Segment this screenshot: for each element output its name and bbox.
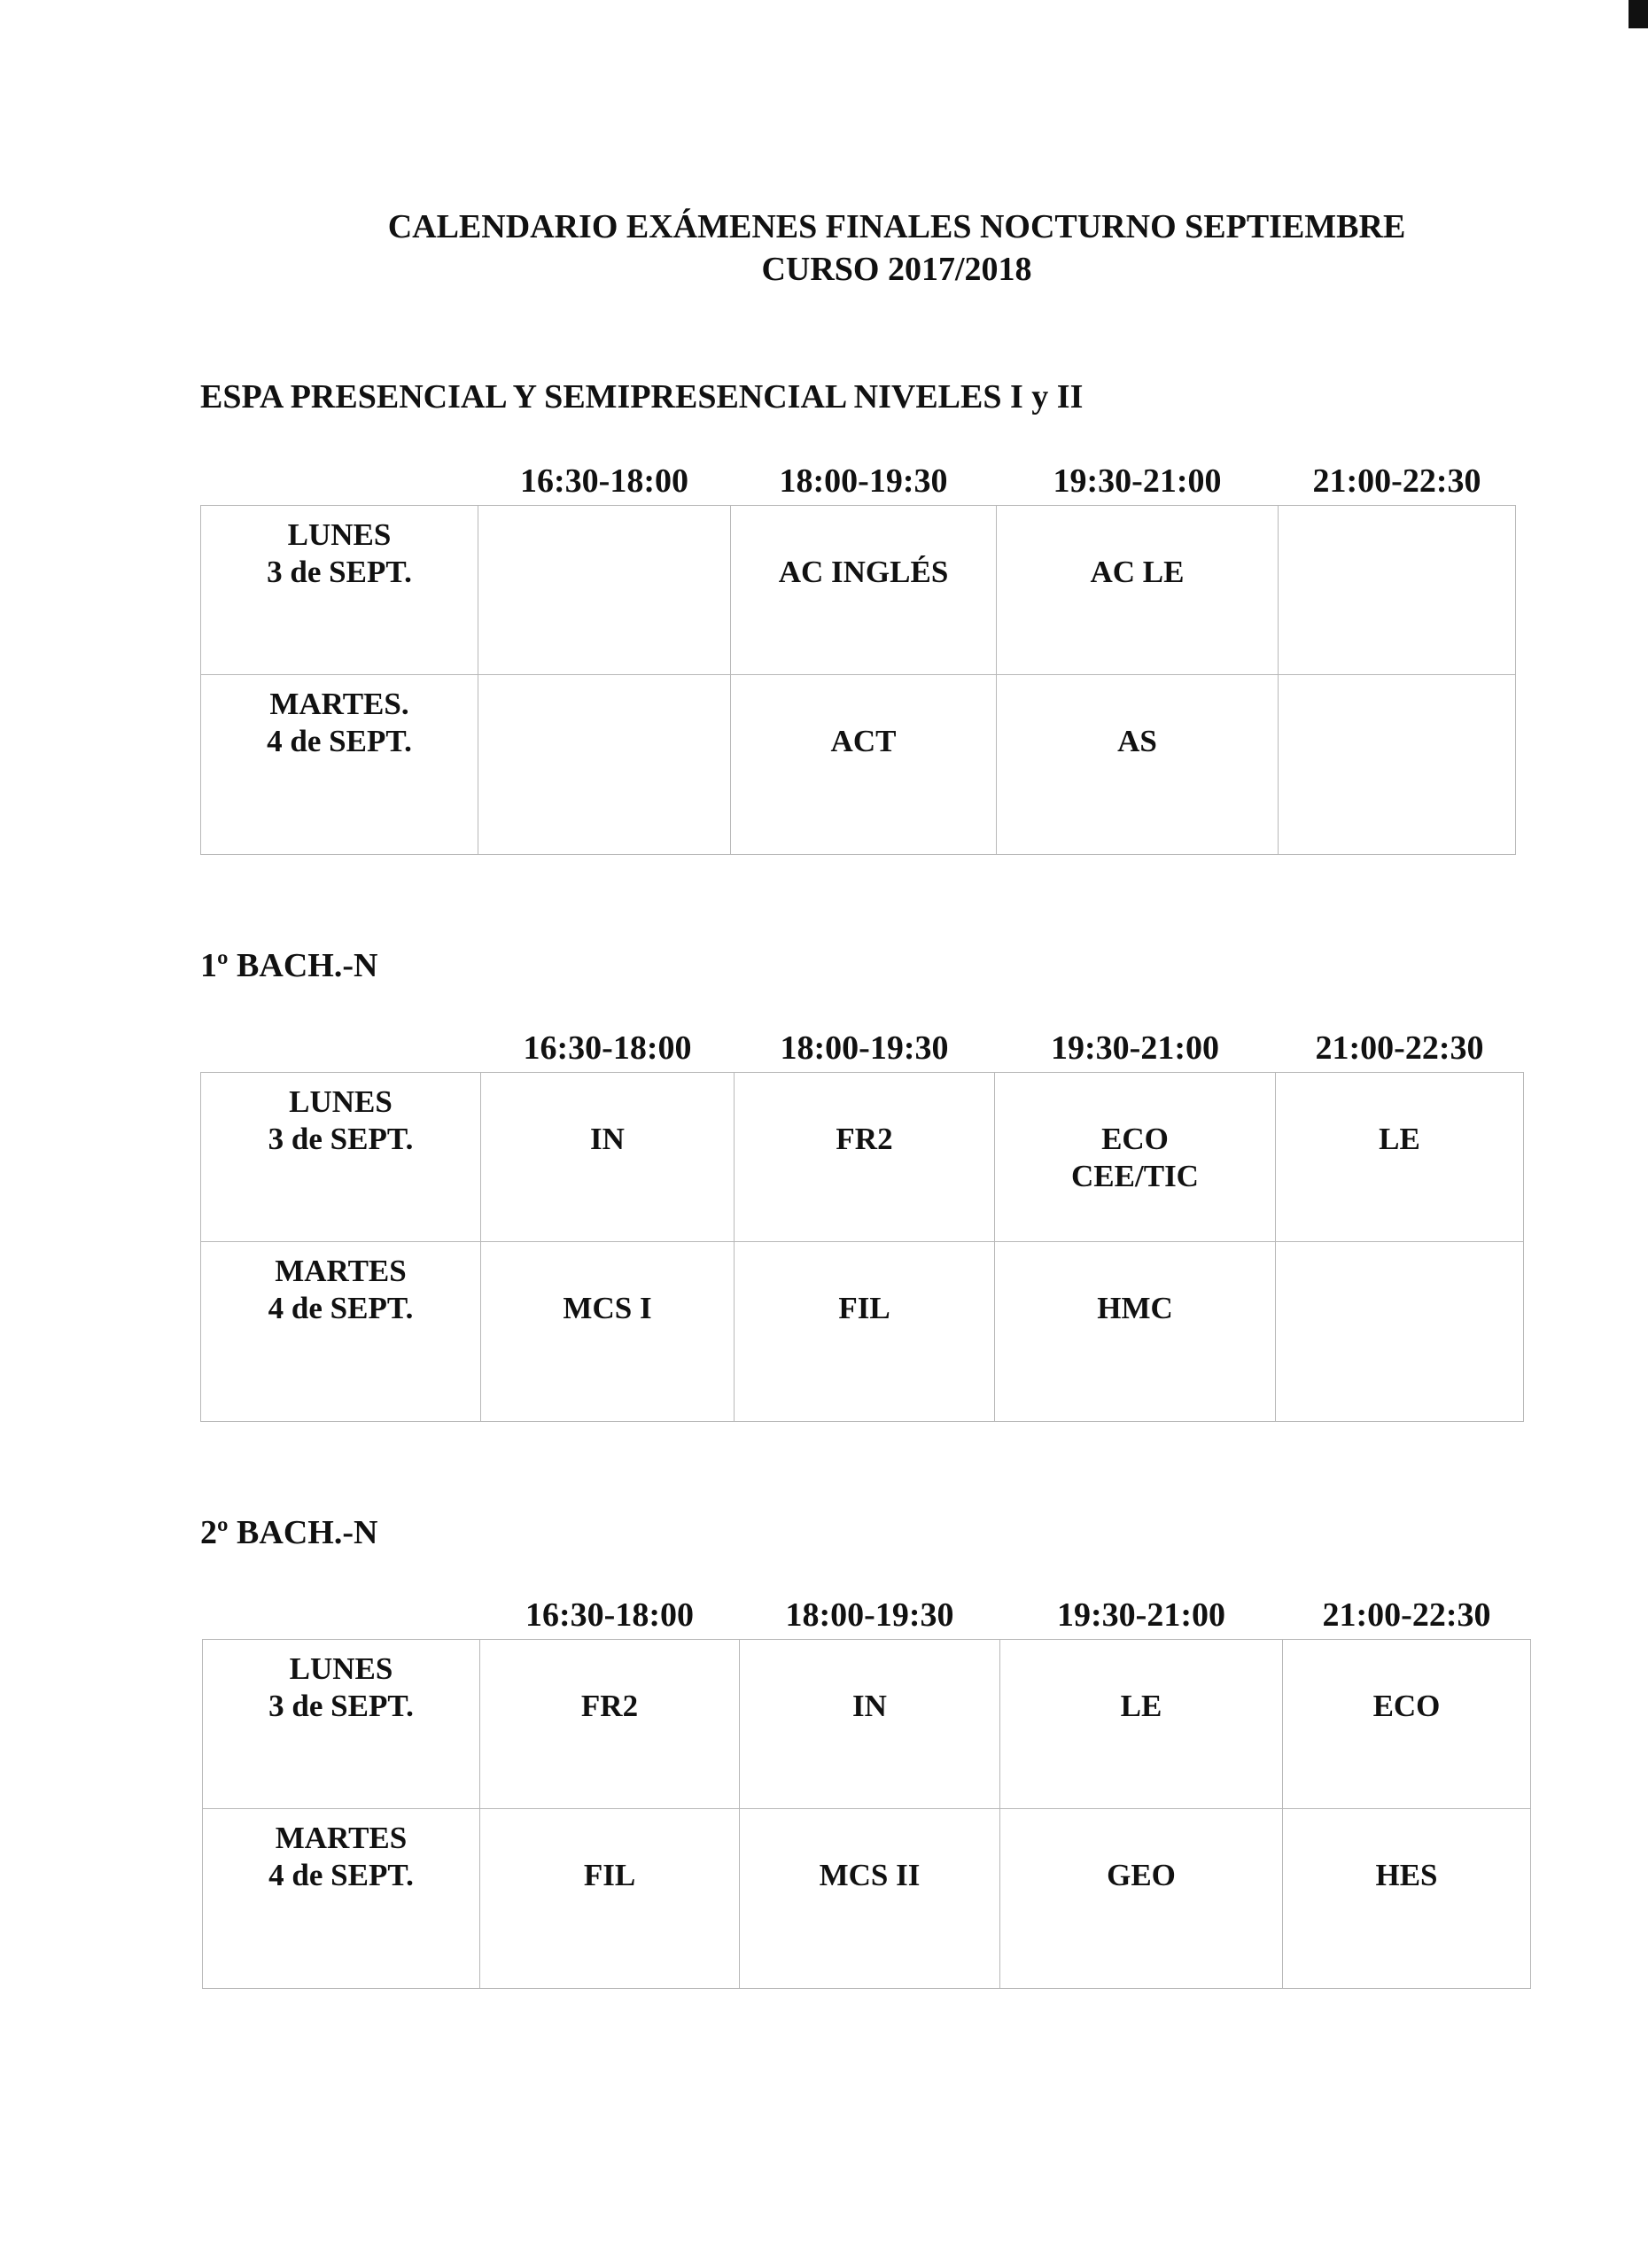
exam-cell: AC LE: [997, 506, 1279, 675]
time-header-row: [203, 1591, 1531, 1640]
table-row: [203, 1809, 1531, 1989]
time-slot-header: 16:30-18:00: [520, 462, 688, 500]
exam-cell: IN: [481, 1073, 735, 1242]
time-header-row: [201, 457, 1516, 506]
exam-cell: MCS I: [481, 1242, 735, 1422]
day-cell: LUNES 3 de SEPT.: [201, 506, 478, 675]
exam-cell: [1276, 1242, 1524, 1422]
time-slot-header: 18:00-19:30: [785, 1596, 954, 1634]
exam-cell: FR2: [735, 1073, 995, 1242]
exam-cell: [478, 675, 731, 855]
time-slot-header: 21:00-22:30: [1315, 1029, 1484, 1067]
time-slot-header: 16:30-18:00: [523, 1029, 692, 1067]
exam-cell: GEO: [1000, 1809, 1283, 1989]
day-cell: LUNES 3 de SEPT.: [203, 1640, 480, 1809]
day-cell: MARTES. 4 de SEPT.: [201, 675, 478, 855]
time-slot-header: 16:30-18:00: [525, 1596, 694, 1634]
table-row: [201, 675, 1516, 855]
exam-cell: AC INGLÉS: [731, 506, 997, 675]
document-title: [0, 206, 1648, 291]
exam-cell: LE: [1000, 1640, 1283, 1809]
exam-cell: [1279, 506, 1516, 675]
table-row: [201, 1073, 1524, 1242]
day-cell: MARTES 4 de SEPT.: [203, 1809, 480, 1989]
exam-cell: IN: [740, 1640, 1000, 1809]
exam-cell: [1279, 675, 1516, 855]
schedule-table-1-bach: [200, 1024, 1524, 1422]
exam-cell: ACT: [731, 675, 997, 855]
title-line-1: CALENDARIO EXÁMENES FINALES NOCTURNO SEPTIEMBRE: [387, 208, 1406, 245]
day-cell: MARTES 4 de SEPT.: [201, 1242, 481, 1422]
time-slot-header: 19:30-21:00: [1053, 462, 1222, 500]
exam-cell: FIL: [480, 1809, 740, 1989]
corner-cell: [203, 1591, 480, 1640]
exam-cell: ECO CEE/TIC: [995, 1073, 1276, 1242]
time-slot-header: 18:00-19:30: [779, 462, 948, 500]
time-slot-header: 19:30-21:00: [1051, 1029, 1219, 1067]
section-title-1-bach: 1º BACH.-N: [200, 947, 378, 984]
scan-edge-mark: [1629, 0, 1648, 28]
exam-cell: LE: [1276, 1073, 1524, 1242]
exam-cell: MCS II: [740, 1809, 1000, 1989]
corner-cell: [201, 1024, 481, 1073]
exam-cell: ECO: [1283, 1640, 1531, 1809]
table-row: [203, 1640, 1531, 1809]
exam-cell: [478, 506, 731, 675]
table-row: [201, 506, 1516, 675]
time-header-row: [201, 1024, 1524, 1073]
time-slot-header: 21:00-22:30: [1322, 1596, 1491, 1634]
day-cell: LUNES 3 de SEPT.: [201, 1073, 481, 1242]
exam-cell: HES: [1283, 1809, 1531, 1989]
section-title-espa: ESPA PRESENCIAL Y SEMIPRESENCIAL NIVELES I y II: [200, 378, 1084, 416]
exam-cell: FIL: [735, 1242, 995, 1422]
time-slot-header: 18:00-19:30: [780, 1029, 949, 1067]
table-row: [201, 1242, 1524, 1422]
schedule-table-espa: [200, 457, 1516, 855]
time-slot-header: 19:30-21:00: [1057, 1596, 1225, 1634]
title-line-2: CURSO 2017/2018: [761, 251, 1032, 288]
corner-cell: [201, 457, 478, 506]
exam-cell: FR2: [480, 1640, 740, 1809]
schedule-table-2-bach: [202, 1591, 1531, 1989]
exam-cell: AS: [997, 675, 1279, 855]
time-slot-header: 21:00-22:30: [1312, 462, 1481, 500]
section-title-2-bach: 2º BACH.-N: [200, 1514, 378, 1551]
exam-cell: HMC: [995, 1242, 1276, 1422]
